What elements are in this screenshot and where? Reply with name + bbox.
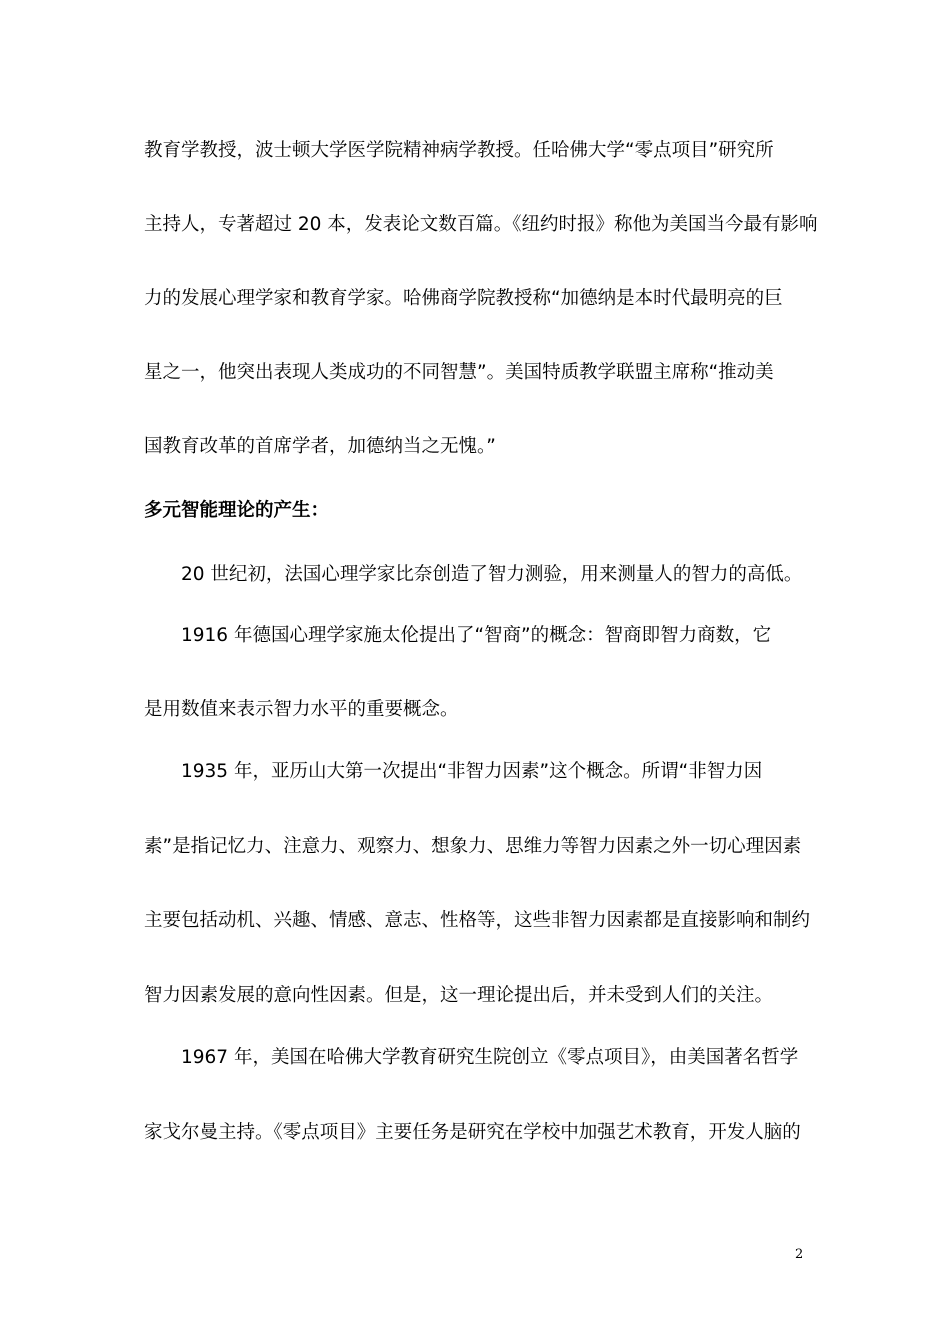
paragraph-4-line-2: 家戈尔曼主持。《零点项目》主要任务是研究在学校中加强艺术教育，开发人脑的	[144, 1122, 801, 1143]
text-line-3: 力的发展心理学家和教育学家。哈佛商学院教授称“加德纳是本时代最明亮的巨	[144, 288, 783, 309]
text-line-2: 主持人，专著超过 20 本，发表论文数百篇。《纽约时报》称他为美国当今最有影响	[144, 214, 818, 235]
section-heading: 多元智能理论的产生：	[144, 500, 330, 521]
paragraph-4-line-1: 1967 年，美国在哈佛大学教育研究生院创立《零点项目》，由美国著名哲学	[181, 1047, 799, 1068]
page-number: 2	[795, 1247, 804, 1262]
text-line-1: 教育学教授，波士顿大学医学院精神病学教授。任哈佛大学“零点项目”研究所	[144, 140, 774, 161]
paragraph-3-line-2: 素”是指记忆力、注意力、观察力、想象力、思维力等智力因素之外一切心理因素	[144, 836, 802, 857]
text-line-5: 国教育改革的首席学者，加德纳当之无愧。”	[144, 436, 496, 457]
paragraph-3-line-3: 主要包括动机、兴趣、情感、意志、性格等，这些非智力因素都是直接影响和制约	[144, 910, 811, 931]
paragraph-2-line-2: 是用数值来表示智力水平的重要概念。	[144, 699, 459, 720]
paragraph-3-line-4: 智力因素发展的意向性因素。但是，这一理论提出后，并未受到人们的关注。	[144, 985, 774, 1006]
paragraph-1-line-1: 20 世纪初，法国心理学家比奈创造了智力测验，用来测量人的智力的高低。	[181, 564, 803, 585]
paragraph-2-line-1: 1916 年德国心理学家施太伦提出了“智商”的概念：智商即智力商数，它	[181, 625, 772, 646]
text-line-4: 星之一，他突出表现人类成功的不同智慧”。美国特质教学联盟主席称“推动美	[144, 362, 774, 383]
paragraph-3-line-1: 1935 年，亚历山大第一次提出“非智力因素”这个概念。所谓“非智力因	[181, 761, 763, 782]
